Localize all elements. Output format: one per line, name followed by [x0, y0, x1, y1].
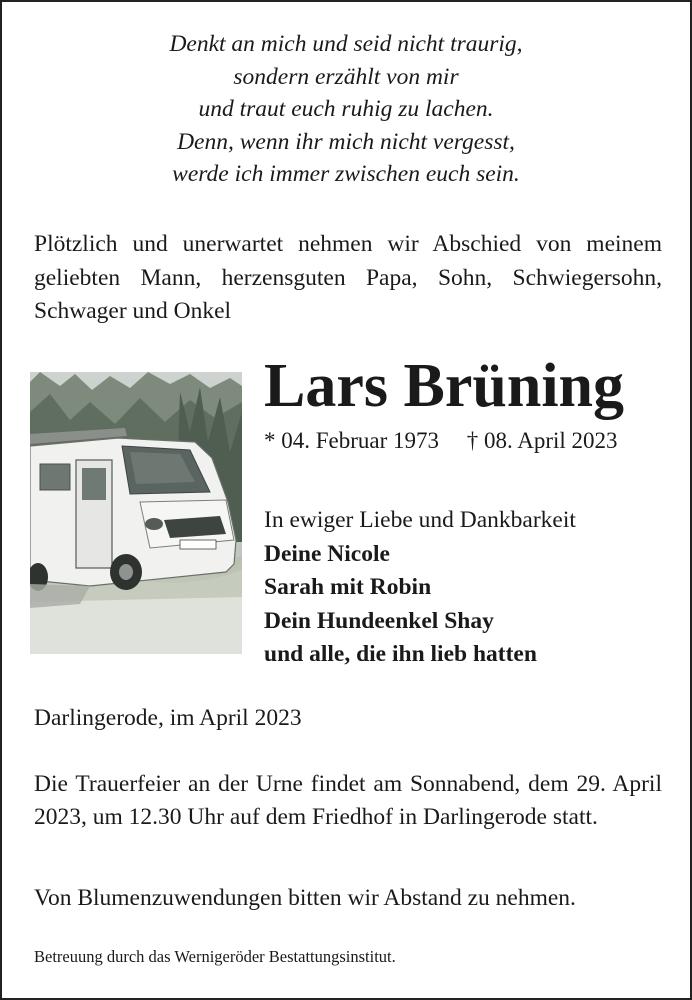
birth-date: * 04. Februar 1973 [264, 428, 440, 453]
poem-line: Denkt an mich und seid nicht traurig, [169, 31, 523, 57]
death-date: † 08. April 2023 [466, 428, 618, 453]
memorial-poem [2, 28, 690, 191]
deceased-name: Lars Brüning [264, 352, 625, 420]
mourners-block [264, 504, 576, 672]
life-dates [264, 426, 618, 456]
ceremony-text: Die Trauerfeier an der Urne findet am Sonnabend, dem 29. April 2023, um 12.30 Uhr auf dem Friedhof in Darlingerode statt. [34, 771, 662, 830]
poem-line: Denn, wenn ihr mich nicht vergesst, [177, 128, 515, 155]
motorhome-photo [30, 372, 242, 654]
mourners-lead: In ewiger Liebe und Dankbarkeit [264, 507, 576, 533]
mourner-name: und alle, die ihn lieb hatten [264, 641, 537, 667]
funeral-home-note: Betreuung durch das Wernigeröder Bestattungsinstitut. [34, 947, 396, 966]
poem-line: werde ich immer zwischen euch sein. [172, 161, 520, 187]
flowers-note: Von Blumenzuwendungen bitten wir Abstand zu nehmen. [34, 885, 576, 911]
mourner-name: Dein Hundeenkel Shay [264, 607, 494, 634]
mourner-name: Deine Nicole [264, 540, 390, 567]
poem-line: sondern erzählt von mir [233, 63, 459, 90]
mourner-name: Sarah mit Robin [264, 574, 432, 600]
poem-line: und traut euch ruhig zu lachen. [198, 96, 494, 122]
intro-text: Plötzlich und unerwartet nehmen wir Abschied von meinem geliebten Mann, herzensguten Papa, Sohn, Schwiegersohn, Schwager und Onkel [34, 231, 662, 324]
place-date: Darlingerode, im April 2023 [34, 705, 302, 731]
